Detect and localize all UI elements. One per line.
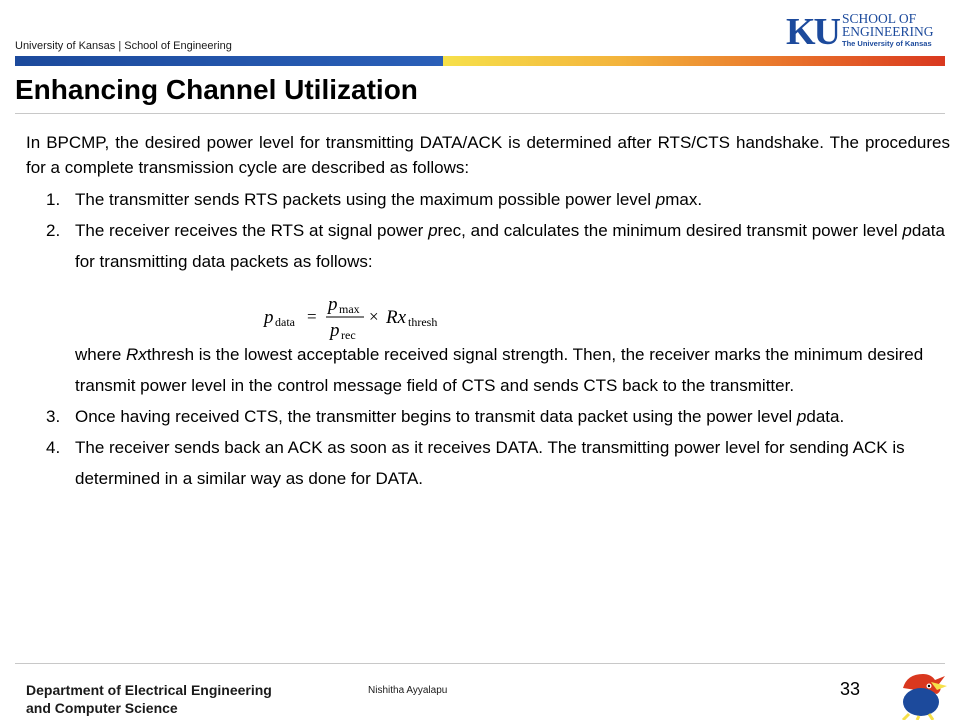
list-item: [26, 184, 950, 215]
step-text: Once having received CTS, the transmitter begins to transmit data packet using the power level: [75, 407, 797, 426]
ku-logo: [786, 8, 946, 52]
header-org-label: University of Kansas | School of Engineering: [15, 40, 232, 52]
step-emphasis: p: [902, 221, 912, 240]
color-bar-blue: [15, 56, 443, 66]
step-text: data.: [806, 407, 845, 426]
step-text: data for transmitting data packets as follows:: [75, 221, 945, 271]
step-text: The receiver sends back an ACK as soon as it receives DATA. The transmitting power level for sending ACK is determined in a similar way as done for DATA.: [75, 438, 905, 488]
logo-school-line1: SCHOOL OF: [842, 11, 917, 26]
page-number: 33: [840, 679, 861, 699]
formula-numerator: p: [328, 294, 338, 315]
power-formula: [262, 293, 452, 343]
step-text: rec, and calculates the minimum desired transmit power level: [437, 221, 903, 240]
list-item: [26, 215, 950, 401]
list-number: 2.: [46, 221, 61, 240]
step-emphasis: p: [655, 190, 666, 209]
formula-rx: Rx: [386, 307, 407, 328]
list-number: 4.: [46, 438, 61, 457]
color-bar-gradient: [443, 56, 945, 66]
formula-lhs-sub: data: [275, 315, 295, 329]
jayhawk-mascot-icon: [893, 668, 951, 720]
step-text: thresh is the lowest acceptable received signal strength. Then, the receiver marks the minimum desired transmit power level in the control message field of CTS and sends CTS back to the transmitter.: [75, 345, 924, 395]
formula-equals: =: [307, 307, 317, 326]
formula-numerator-sub: max: [339, 302, 360, 316]
list-item: [26, 432, 950, 494]
logo-school-text: [842, 12, 933, 38]
formula-denominator-sub: rec: [341, 328, 356, 342]
formula-denominator: p: [330, 320, 340, 341]
footer-department: [26, 681, 272, 717]
formula-times: ×: [369, 307, 379, 326]
step-emphasis: p: [428, 221, 438, 240]
step-text: where: [75, 345, 127, 364]
footer-department-line2: and Computer Science: [26, 700, 178, 716]
step-text: The receiver receives the RTS at signal power: [75, 221, 429, 240]
step-emphasis: Rx: [126, 345, 147, 364]
logo-ku-text: KU: [786, 11, 839, 53]
list-number: 3.: [46, 407, 61, 426]
list-item: [26, 401, 950, 432]
intro-paragraph: In BPCMP, the desired power level for transmitting DATA/ACK is determined after RTS/CTS handshake. The procedures for a complete transmission cycle are described as follows:: [26, 133, 950, 177]
slide-body: [26, 130, 950, 494]
footer-author: Nishitha Ayyalapu: [368, 685, 448, 696]
step-text: max.: [665, 190, 703, 209]
footer-department-line1: Department of Electrical Engineering: [26, 682, 272, 698]
list-number: 1.: [46, 190, 61, 209]
formula-rx-sub: thresh: [408, 315, 438, 329]
formula-lhs: p: [264, 307, 274, 328]
step-emphasis: p: [796, 407, 807, 426]
step-text: The transmitter sends RTS packets using the maximum possible power level: [75, 190, 656, 209]
logo-university-text: The University of Kansas: [842, 39, 932, 48]
slide-title: Enhancing Channel Utilization: [15, 74, 418, 105]
title-divider: [15, 113, 945, 114]
logo-school-line2: ENGINEERING: [842, 24, 934, 39]
header-color-bar: [15, 56, 945, 66]
footer-divider: [15, 663, 945, 664]
